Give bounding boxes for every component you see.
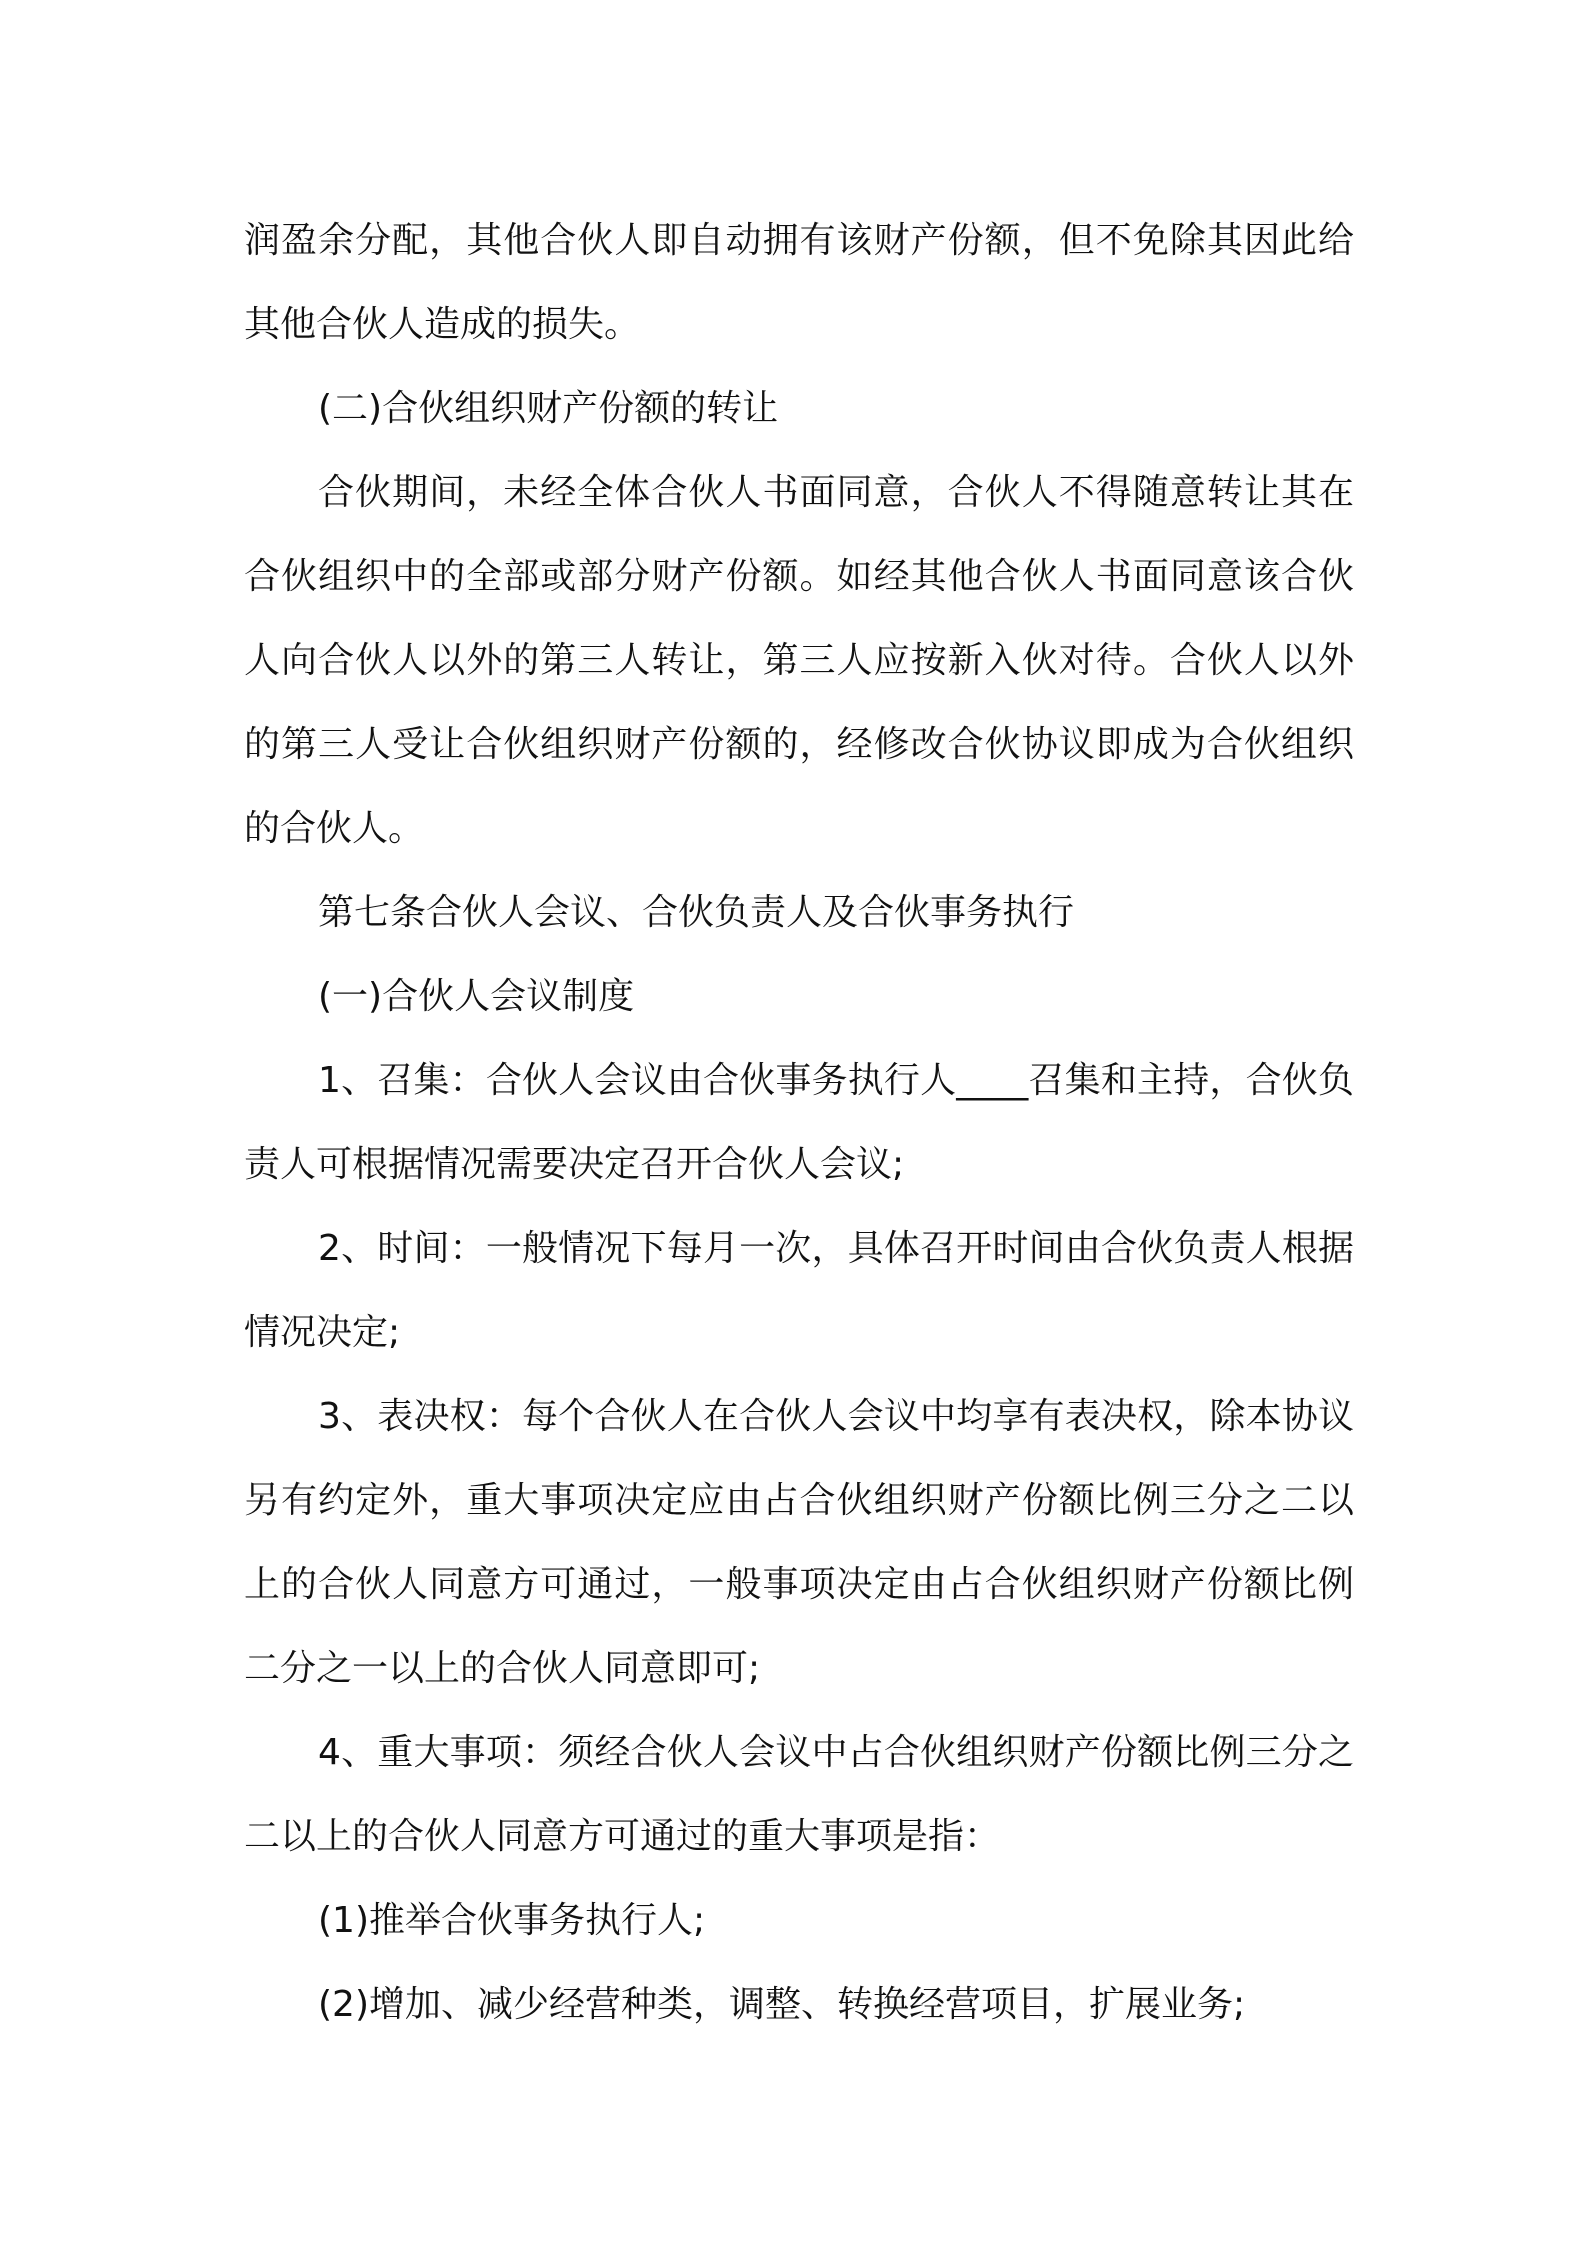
section-heading-meeting-system: (一)合伙人会议制度: [318, 976, 635, 1017]
clause-major-matters: 4、重大事项：须经合伙人会议中占合伙组织财产份额比例三分之二以上的合伙人同意方可通过的重大事项是指：: [244, 1732, 1354, 1857]
list-item-elect-executor: (1)推举合伙事务执行人;: [318, 1900, 706, 1941]
clause-time: 2、时间：一般情况下每月一次，具体召开时间由合伙负责人根据情况决定;: [244, 1228, 1354, 1353]
paragraph-continuation: 润盈余分配，其他合伙人即自动拥有该财产份额，但不免除其因此给其他合伙人造成的损失。: [244, 220, 1354, 345]
paragraph-share-transfer-rules: 合伙期间，未经全体合伙人书面同意，合伙人不得随意转让其在合伙组织中的全部或部分财产份额。如经其他合伙人书面同意该合伙人向合伙人以外的第三人转让，第三人应按新入伙对待。合伙人以外的第三人受让合伙组织财产份额的，经修改合伙协议即成为合伙组织的合伙人。: [244, 472, 1354, 849]
article-heading-seven: 第七条合伙人会议、合伙负责人及合伙事务执行: [318, 892, 1075, 933]
clause-voting-rights: 3、表决权：每个合伙人在合伙人会议中均享有表决权，除本协议另有约定外，重大事项决定应由占合伙组织财产份额比例三分之二以上的合伙人同意方可通过，一般事项决定由占合伙组织财产份额比例二分之一以上的合伙人同意即可;: [244, 1396, 1354, 1689]
list-item-business-scope: (2)增加、减少经营种类，调整、转换经营项目，扩展业务;: [318, 1984, 1246, 2025]
document-body: [244, 199, 1354, 2047]
clause-convening: 1、召集：合伙人会议由合伙事务执行人____召集和主持，合伙负责人可根据情况需要决定召开合伙人会议;: [244, 1060, 1354, 1185]
section-heading-partnership-share-transfer: (二)合伙组织财产份额的转让: [318, 388, 779, 429]
